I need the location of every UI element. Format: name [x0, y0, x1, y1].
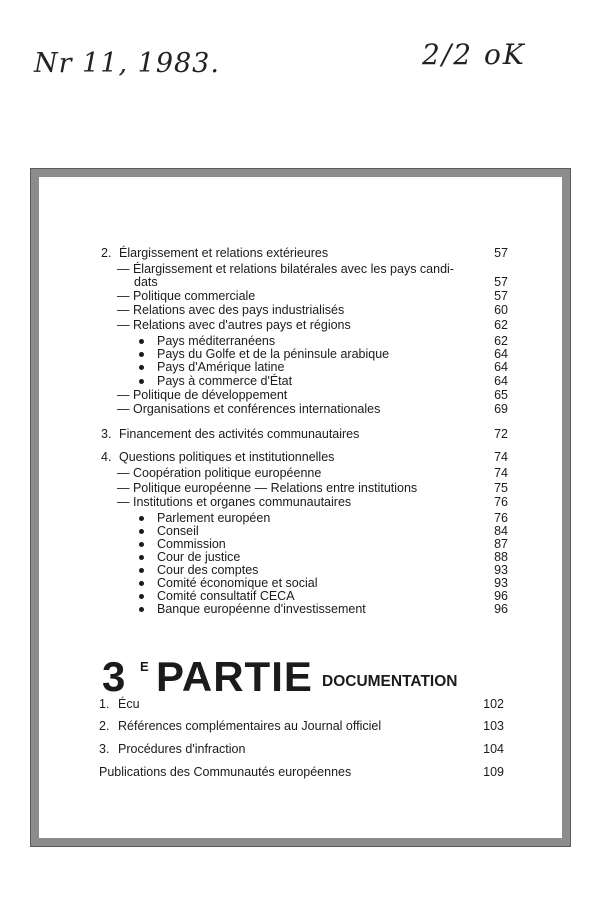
handwritten-note-left: Nr 11, 1983.: [34, 48, 220, 79]
toc-entry-page: 84: [494, 524, 508, 538]
toc-entry-page: 96: [494, 589, 508, 603]
toc-entry-page: 76: [494, 511, 508, 525]
toc-entry-page: 64: [494, 347, 508, 361]
toc-entry-title: Comité consultatif CECA: [157, 589, 295, 603]
toc-entry-title: — Coopération politique européenne: [117, 466, 322, 480]
toc-entry-title: — Élargissement et relations bilatérales avec les pays candi-: [117, 262, 454, 276]
toc-entry-title: Comité économique et social: [157, 576, 318, 590]
toc-entry-page: 93: [494, 576, 508, 590]
toc-entry-page: 75: [494, 481, 508, 495]
toc-entry-page: 69: [494, 402, 508, 416]
toc-entry-page: 60: [494, 303, 508, 317]
toc-entry-page: 104: [483, 742, 504, 756]
toc-entry-page: 87: [494, 537, 508, 551]
toc-entry-title: — Institutions et organes communautaires: [117, 495, 352, 509]
toc-entry-number: 3.: [99, 742, 110, 756]
toc-entry-title: — Politique commerciale: [117, 289, 256, 303]
toc-entry-title: Pays à commerce d'État: [157, 374, 293, 388]
toc-entry-title: Questions politiques et institutionnelles: [119, 450, 335, 464]
toc-entry-page: 76: [494, 495, 508, 509]
toc-entry-number: 3.: [101, 427, 112, 441]
toc-entry-page: 103: [483, 719, 504, 733]
toc-entry-title: Procédures d'infraction: [118, 742, 246, 756]
toc-entry-page: 102: [483, 697, 504, 711]
toc-entry-page: 74: [494, 466, 508, 480]
toc-entry-title: Financement des activités communautaires: [119, 427, 360, 441]
toc-entry-page: 62: [494, 318, 508, 332]
toc-entry-title: Parlement européen: [157, 511, 271, 525]
toc-entry-page: 96: [494, 602, 508, 616]
toc-entry-page: 109: [483, 765, 504, 779]
toc-entry-title: Élargissement et relations extérieures: [119, 246, 329, 260]
toc-entry-title: Publications des Communautés européennes: [99, 765, 352, 779]
toc-entry-title: Banque européenne d'investissement: [157, 602, 366, 616]
toc-entry-page: 88: [494, 550, 508, 564]
toc-entry-number: 4.: [101, 450, 112, 464]
toc-entry-page: 93: [494, 563, 508, 577]
contents-frame: [30, 168, 571, 847]
toc-entry-title: Pays du Golfe et de la péninsule arabique: [157, 347, 390, 361]
toc-entry-page: 62: [494, 334, 508, 348]
toc-entry-page: 57: [494, 246, 508, 260]
toc-entry-title: — Organisations et conférences internationales: [117, 402, 381, 416]
toc-entry-page: 74: [494, 450, 508, 464]
toc-entry-page: 72: [494, 427, 508, 441]
toc-entry-title: dats: [134, 275, 158, 289]
toc-entry-page: 64: [494, 360, 508, 374]
toc-entry-title: Références complémentaires au Journal officiel: [118, 719, 382, 733]
toc-entry-title: Conseil: [157, 524, 199, 538]
toc-entry-page: 65: [494, 388, 508, 402]
toc-entry-title: — Politique de développement: [117, 388, 288, 402]
toc-entry-title: — Relations avec d'autres pays et régions: [117, 318, 351, 332]
handwritten-note-right: 2/2 oK: [422, 38, 526, 71]
toc-entry-number: 2.: [99, 719, 110, 733]
toc-entry-title: Cour des comptes: [157, 563, 259, 577]
toc-entry-title: Pays d'Amérique latine: [157, 360, 285, 374]
part-number: 3: [102, 653, 126, 700]
toc-entry-title: Pays méditerranéens: [157, 334, 276, 348]
toc-entry-title: — Relations avec des pays industrialisés: [117, 303, 345, 317]
part-subtitle: DOCUMENTATION: [322, 673, 458, 690]
toc-entry-title: Cour de justice: [157, 550, 241, 564]
toc-entry-title: — Politique européenne — Relations entre institutions: [117, 481, 418, 495]
part-number-superscript: E: [140, 659, 149, 674]
toc-entry-page: 64: [494, 374, 508, 388]
part-word: PARTIE: [156, 653, 313, 700]
toc-entry-page: 57: [494, 275, 508, 289]
toc-entry-page: 57: [494, 289, 508, 303]
toc-entry-title: Commission: [157, 537, 226, 551]
toc-entry-title: Écu: [118, 697, 140, 711]
toc-entry-number: 1.: [99, 697, 110, 711]
toc-entry-number: 2.: [101, 246, 112, 260]
